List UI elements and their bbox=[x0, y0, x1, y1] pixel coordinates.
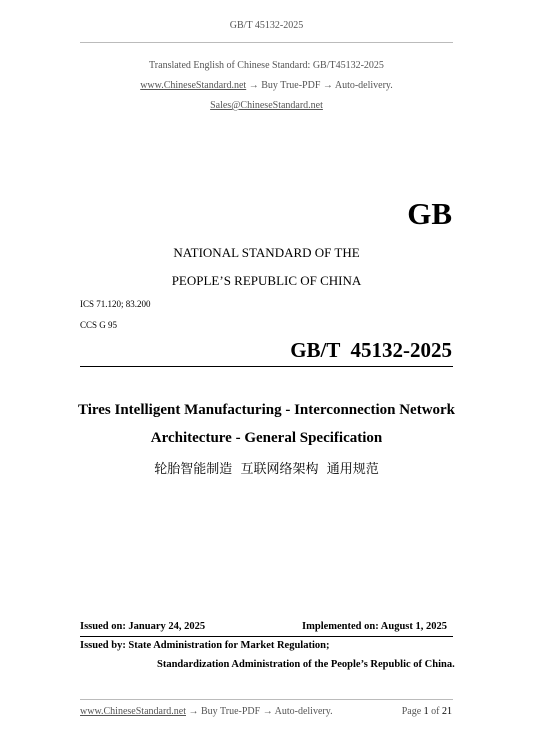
standard-number-divider bbox=[80, 366, 453, 367]
page-of: of bbox=[431, 706, 440, 717]
footer-rest: → Buy True-PDF → Auto-delivery. bbox=[188, 706, 333, 717]
issuer-line1: Issued by: State Administration for Market Regulation; bbox=[80, 640, 330, 651]
standard-number: GB/T 45132-2025 bbox=[290, 338, 452, 362]
footer-divider bbox=[80, 699, 453, 700]
national-standard-line2: PEOPLE’S REPUBLIC OF CHINA bbox=[171, 273, 362, 288]
email-link[interactable]: Sales@ChineseStandard.net bbox=[210, 100, 323, 111]
page-total: 21 bbox=[442, 706, 452, 717]
title-line2: Architecture - General Specification bbox=[150, 430, 383, 446]
gb-logo: GB bbox=[407, 196, 452, 231]
translation-note-line3 bbox=[0, 100, 533, 111]
issued-date: Issued on: January 24, 2025 bbox=[80, 621, 206, 632]
dates-divider bbox=[80, 636, 453, 637]
national-standard-line1: NATIONAL STANDARD OF THE bbox=[173, 245, 360, 260]
title-chinese: 轮胎智能制造 互联网络架构 通用规范 bbox=[154, 462, 379, 477]
footer-site-link[interactable]: www.ChineseStandard.net bbox=[80, 706, 186, 717]
page-label: Page bbox=[401, 706, 422, 717]
implemented-date: Implemented on: August 1, 2025 bbox=[302, 621, 447, 632]
header-doc-code: GB/T 45132-2025 bbox=[229, 20, 304, 31]
ccs-code: CCS G 95 bbox=[80, 320, 118, 330]
site-link[interactable]: www.ChineseStandard.net bbox=[140, 80, 247, 91]
translation-note-rest: → Buy True-PDF → Auto-delivery. bbox=[248, 80, 393, 91]
ics-code: ICS 71.120; 83.200 bbox=[80, 299, 151, 309]
header-divider bbox=[80, 42, 453, 43]
page-indicator bbox=[402, 706, 452, 717]
page-current: 1 bbox=[423, 706, 429, 717]
translation-note-line2 bbox=[0, 80, 533, 91]
issuer-line2: Standardization Administration of the People’s Republic of China. bbox=[157, 659, 455, 670]
footer-left bbox=[80, 706, 333, 717]
translation-note-line1: Translated English of Chinese Standard: GB/T45132-2025 bbox=[149, 60, 384, 71]
title-line1: Tires Intelligent Manufacturing - Interconnection Network bbox=[77, 402, 456, 418]
